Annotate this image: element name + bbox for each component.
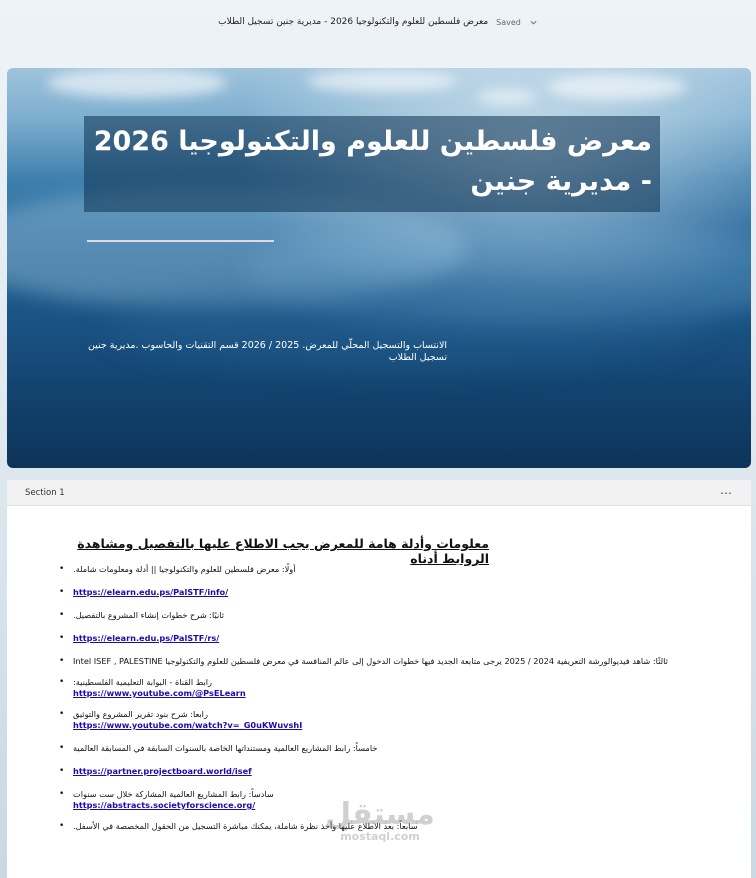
info-link[interactable]: • https://elearn.edu.ps/PalSTF/info/ [73,587,229,597]
list-item [59,743,709,754]
projectboard-link[interactable]: • https://partner.projectboard.world/isef [73,766,252,776]
title-divider [87,240,274,242]
info-list [59,564,709,832]
youtube-video-link[interactable]: https://www.youtube.com/watch?v=_G0uKWuvshI [73,720,303,730]
section-heading: معلومات وأدلة هامة للمعرض يجب الاطلاع عليها بالتفصيل ومشاهدة الروابط أدناه [77,536,489,566]
list-item-text: • رابعا: شرح بنود تقرير المشروع والتوثيق [73,709,208,719]
list-item [59,587,709,598]
list-item [59,610,709,621]
hero-title-box [84,116,660,212]
list-item-text: • ثانيًا: شرح خطوات إنشاء المشروع بالتفصيل. [73,610,225,620]
hero-description-line: الانتساب والتسجيل المحلّي للمعرض. 2025 / 2026 قسم التقنيات والحاسوب .مديرية جنين [87,340,447,351]
hero-title: معرض فلسطين للعلوم والتكنولوجيا 2026 - مديرية جنين [93,126,652,197]
hero-banner [7,68,751,468]
list-item [59,709,709,731]
form-title: معرض فلسطين للعلوم والتكنولوجيا 2026 - مديرية جنين تسجيل الطلاب [218,17,489,27]
hero-description-line: تسجيل الطلاب [388,352,447,363]
more-options-icon[interactable]: ⋯ [720,485,733,500]
steps-link[interactable]: • https://elearn.edu.ps/PalSTF/rs/ [73,633,220,643]
list-item [59,633,709,644]
list-item-text: • رابط القناة - البوابة التعليمية الفلسطينية: [73,677,212,687]
chevron-down-icon[interactable] [529,18,538,27]
section-label: Section 1 [25,487,65,498]
list-item [59,677,709,699]
section-header [7,480,751,506]
list-item-text: • سادساً: رابط المشاريع العالمية المشاركة خلال ست سنوات [73,789,274,799]
hero-description [87,340,447,364]
watermark-arabic: مستقل [325,797,435,832]
list-item [59,656,709,667]
list-item-text: • خامساً: رابط المشاريع العالمية ومستنداتها الخاصة بالسنوات السابقة في المسابقة العالمية [73,743,378,753]
list-item-text: • سابعاً: بعد الاطلاع عليها وأخذ نظرة شاملة، يمكنك مباشرة التسجيل من الحقول المخصصة في الأسفل. [73,821,418,831]
list-item [59,564,709,575]
list-item-text: • ثالثًا: شاهد فيديوالورشة التعريفية 2024 / 2025 يرجى متابعة الجديد فيها خطوات الدخول إلى عالم المنافسة في معرض فلسطين للعلوم والتكنولوجيا Intel ISEF , PALESTINE [73,656,668,666]
list-item-text: • أولًا: معرض فلسطين للعلوم والتكنولوجيا || أدلة ومعلومات شاملة. [73,564,296,574]
abstracts-link[interactable]: https://abstracts.societyforscience.org/ [73,800,256,810]
form-header-bar [0,0,756,44]
list-item [59,766,709,777]
watermark-latin: mostaql.com [340,830,420,843]
save-status: Saved [496,17,521,27]
youtube-channel-link[interactable]: https://www.youtube.com/@PsELearn [73,688,246,698]
watermark [325,797,435,844]
